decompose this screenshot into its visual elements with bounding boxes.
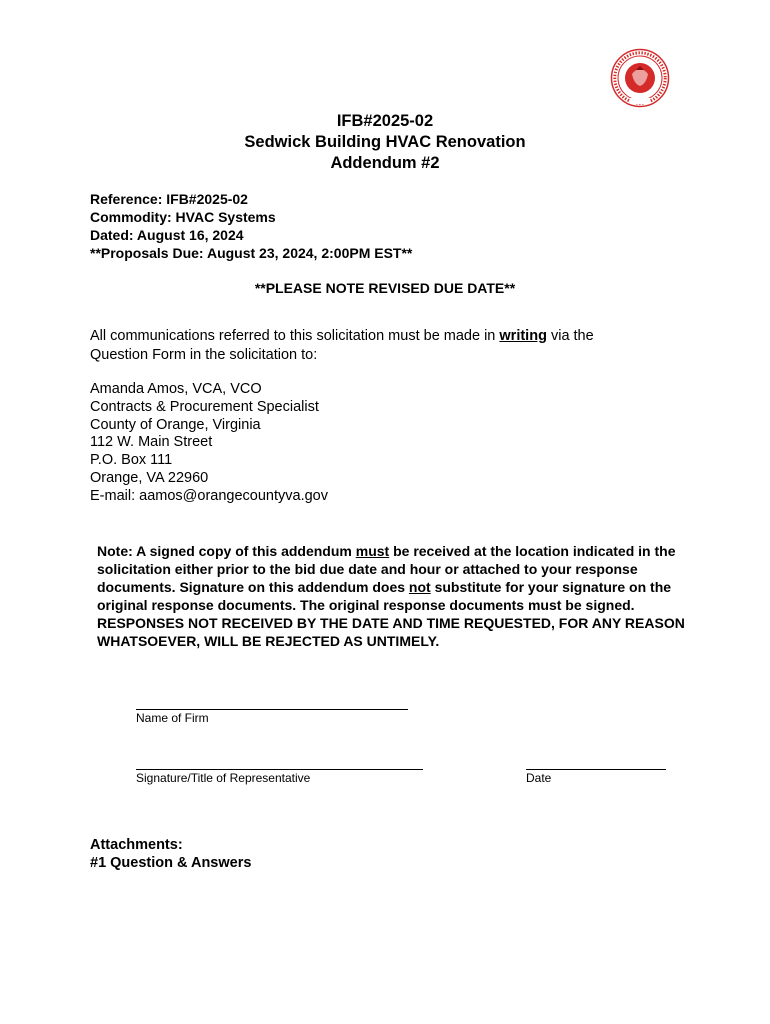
contact-po-box: P.O. Box 111 — [90, 452, 173, 469]
contact-title: Contracts & Procurement Specialist — [90, 398, 319, 415]
contact-block — [90, 381, 328, 506]
contact-org: County of Orange, Virginia — [90, 416, 261, 433]
addendum-number: Addendum #2 — [330, 154, 440, 172]
attachments-block — [90, 836, 251, 872]
notice-not: not — [408, 579, 431, 595]
reference-line: Reference: IFB#2025-02 — [90, 191, 248, 207]
communications-paragraph — [90, 327, 650, 364]
contact-email: E-mail: aamos@orangecountyva.gov — [90, 487, 328, 504]
proposals-due-line: **Proposals Due: August 23, 2024, 2:00PM EST** — [90, 245, 413, 261]
contact-name: Amanda Amos, VCA, VCO — [90, 381, 262, 397]
communications-text-after: via the Question Form in the solicitation to: — [90, 328, 594, 363]
communications-text-before: All communications referred to this solicitation must be made in — [90, 328, 500, 344]
notice-part1: Note: A signed copy of this addendum — [97, 543, 356, 559]
dated-line: Dated: August 16, 2024 — [90, 227, 244, 243]
firm-name-line[interactable] — [136, 709, 408, 710]
signature-line[interactable] — [136, 769, 423, 770]
communications-emphasis: writing — [499, 328, 547, 344]
revised-due-date-note: **PLEASE NOTE REVISED DUE DATE** — [254, 280, 516, 296]
ifb-number: IFB#2025-02 — [336, 112, 434, 130]
signature-label: Signature/Title of Representative — [136, 771, 311, 785]
project-title: Sedwick Building HVAC Renovation — [244, 133, 526, 151]
notice-part2: be received at the location indicated in the solicitation either prior to the bid due date and hour or attached to your response documents. Signature on this addendum does — [97, 543, 676, 595]
notice-paragraph — [97, 542, 697, 650]
date-line[interactable] — [526, 769, 666, 770]
date-label: Date — [526, 771, 552, 785]
notice-must: must — [355, 543, 390, 559]
attachments-heading: Attachments: — [90, 837, 183, 853]
attachment-item-1: #1 Question & Answers — [90, 855, 252, 871]
document-title — [0, 111, 770, 174]
county-seal-logo — [610, 48, 670, 108]
contact-city: Orange, VA 22960 — [90, 469, 209, 486]
reference-block — [90, 190, 412, 262]
notice-part3: substitute for your signature on the original response documents. The original response documents must be signed. RESPONSES NOT RECEIVED BY THE DATE AND TIME REQUESTED, FOR ANY REASON WHATSOEVER, WILL BE REJECTED AS UNTIMELY. — [97, 579, 685, 649]
contact-street: 112 W. Main Street — [90, 434, 213, 451]
commodity-line: Commodity: HVAC Systems — [90, 209, 276, 225]
firm-name-label: Name of Firm — [136, 711, 209, 725]
